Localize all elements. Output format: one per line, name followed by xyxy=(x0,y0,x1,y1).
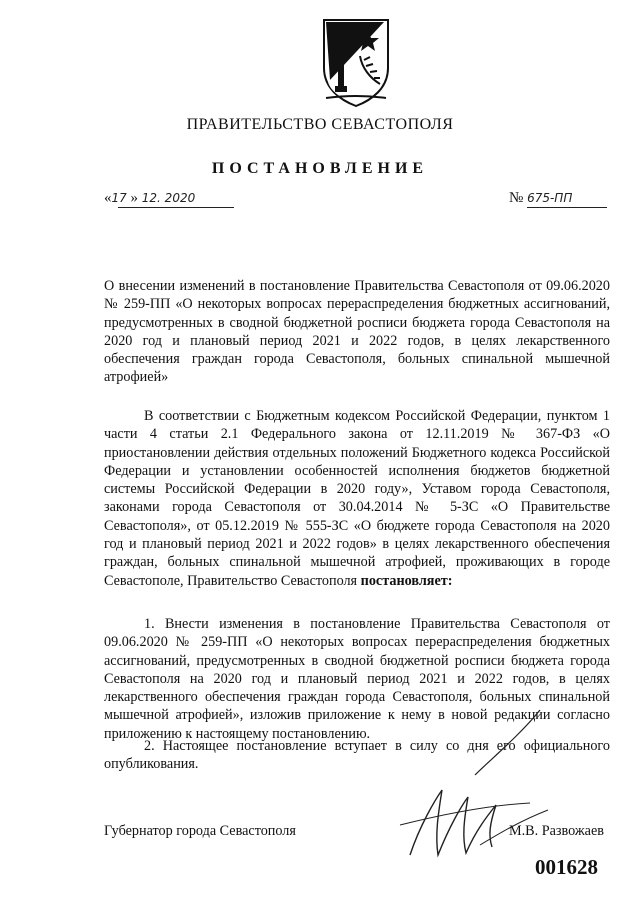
document-type-heading: ПОСТАНОВЛЕНИЕ xyxy=(211,160,429,177)
number-value: 675-ПП xyxy=(527,191,573,205)
date-day: 17 xyxy=(111,191,127,205)
date-close-quote: » xyxy=(126,190,142,206)
item-1: 1. Внести изменения в постановление Правительства Севастополя от 09.06.2020 № 259-ПП «О некоторых вопросах перераспределения бюджетных ассигнований, предусмотренных в сводной бюджетной росписи бюджета города Севастополя на 2020 год и плановый период 2021 и 2022 годов, в целях лекарственного обеспечения граждан города Севастополя, больных спинальной мышечной атрофией», изложив приложение к нему в новой редакции согласно приложению к настоящему постановлению. xyxy=(104,616,610,742)
date-open-quote: « xyxy=(104,190,112,206)
handwritten-signature xyxy=(380,705,580,865)
government-name: ПРАВИТЕЛЬСТВО СЕВАСТОПОЛЯ xyxy=(186,116,454,133)
document-date xyxy=(104,190,234,210)
date-underline xyxy=(118,207,234,208)
date-month-year: 12. 2020 xyxy=(141,191,196,205)
signatory-position: Губернатор города Севастополя xyxy=(104,823,296,839)
document-title: О внесении изменений в постановление Правительства Севастополя от 09.06.2020 № 259-ПП «О некоторых вопросах перераспределения бюджетных ассигнований, предусмотренных в сводной бюджетной росписи бюджета города Севастополя на 2020 год и плановый период 2021 и 2022 годов, в целях лекарственного обеспечения граждан города Севастополя, больных спинальной мышечной атрофией» xyxy=(104,278,610,386)
preamble-text: В соответствии с Бюджетным кодексом Российской Федерации, пунктом 1 части 4 статьи 2.1 Федерального закона от 12.11.2019 № 367-ФЗ «О приостановлении действия отдельных положений Бюджетного кодекса Российской Федерации и установлении особенностей исполнения бюджетов бюджетной системы Российской Федерации в 2020 году», Уставом города Севастополя, законами города Севастополя от 30.04.2014 № 5-ЗС «О Правительстве Севастополя», от 05.12.2019 № 555-ЗС «О бюджете города Севастополя на 2020 год и плановый период 2021 и 2022 годов» в целях лекарственного обеспечения граждан, больных спинальной мышечной атрофией, проживающих в городе Севастополе, Правительство Севастополя xyxy=(104,408,610,589)
document-number xyxy=(509,190,607,210)
item-2: 2. Настоящее постановление вступает в силу со дня его официального опубликования. xyxy=(104,738,610,773)
number-prefix: № xyxy=(509,190,528,206)
signatory-name: М.В. Развожаев xyxy=(509,823,604,839)
number-underline xyxy=(527,207,607,208)
preamble-paragraph xyxy=(104,407,610,590)
resolves-word: постановляет: xyxy=(360,572,453,589)
serial-number: 001628 xyxy=(535,855,598,879)
coat-of-arms-icon xyxy=(318,16,394,108)
